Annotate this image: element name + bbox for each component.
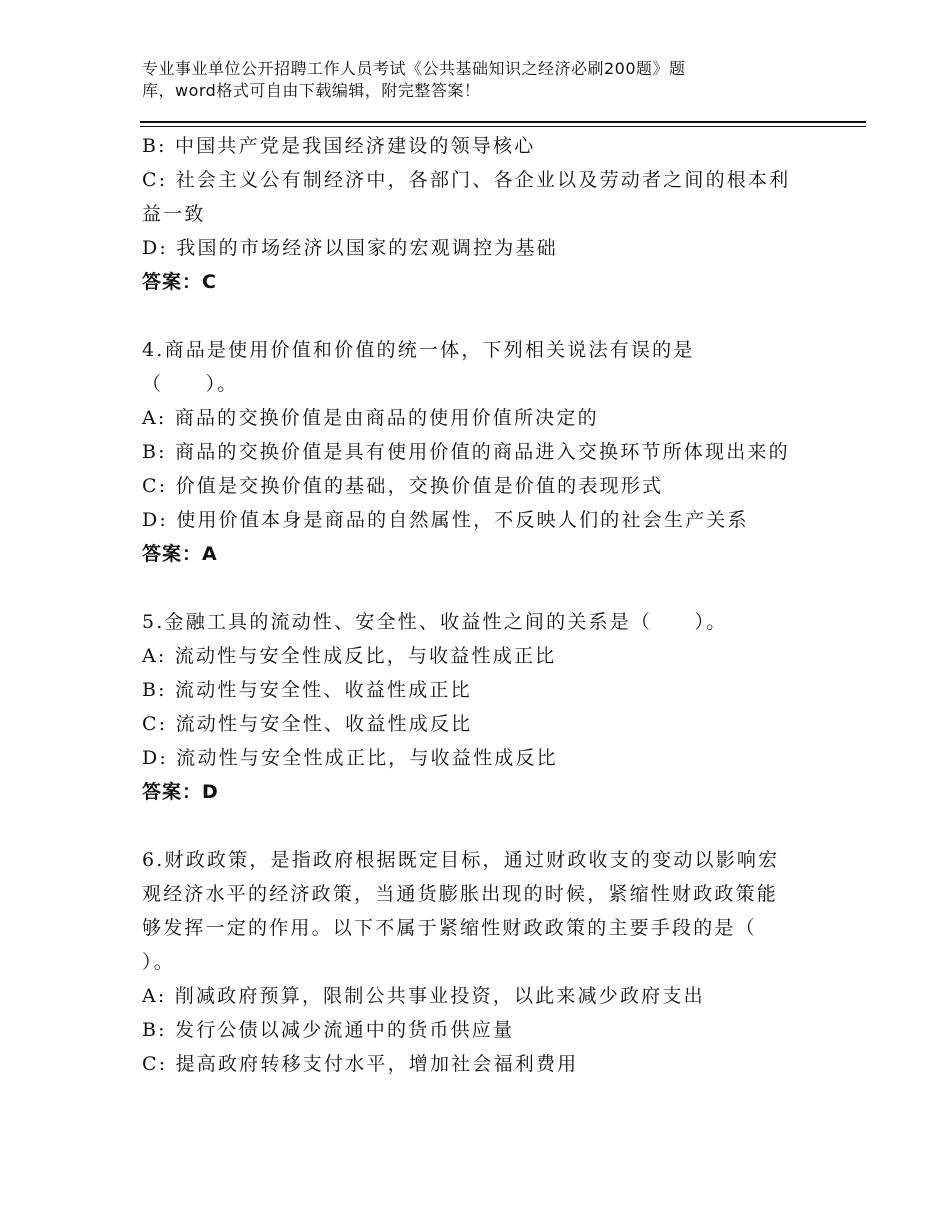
spacer	[142, 571, 822, 605]
option-b: B: 中国共产党是我国经济建设的领导核心	[142, 135, 536, 157]
document-header	[142, 58, 862, 102]
option-d: D: 流动性与安全性成正比，与收益性成反比	[142, 747, 558, 769]
option-c: C: 社会主义公有制经济中，各部门、各企业以及劳动者之间的根本利	[142, 169, 791, 191]
option-a: A: 流动性与安全性成反比，与收益性成正比	[142, 645, 557, 667]
option-b: B: 发行公债以减少流通中的货币供应量	[142, 1019, 515, 1041]
option-a: A: 削减政府预算，限制公共事业投资，以此来减少政府支出	[142, 985, 705, 1007]
question-stem: 4.商品是使用价值和价值的统一体，下列相关说法有误的是	[142, 339, 695, 361]
header-line-1: 专业事业单位公开招聘工作人员考试《公共基础知识之经济必刷200题》题	[142, 59, 686, 78]
header-rule-thin	[140, 126, 866, 127]
option-c: C: 价值是交换价值的基础，交换价值是价值的表现形式	[142, 475, 664, 497]
question-5	[142, 605, 822, 809]
option-c: C: 流动性与安全性、收益性成反比	[142, 713, 473, 735]
question-stem-continued: ）。	[142, 951, 175, 973]
spacer	[142, 809, 822, 843]
question-6	[142, 843, 822, 1081]
header-line-2: 库，word格式可自由下载编辑，附完整答案！	[142, 81, 481, 100]
question-3	[142, 129, 822, 299]
option-c: C: 提高政府转移支付水平，增加社会福利费用	[142, 1053, 579, 1075]
answer: 答案：C	[142, 271, 217, 293]
question-stem-continued: 观经济水平的经济政策，当通货膨胀出现的时候，紧缩性财政政策能	[142, 883, 779, 905]
spacer	[142, 299, 822, 333]
option-d: D: 我国的市场经济以国家的宏观调控为基础	[142, 237, 558, 259]
header-rule-thick	[140, 121, 866, 123]
question-list	[142, 129, 822, 1081]
question-4	[142, 333, 822, 571]
question-stem: 6.财政政策，是指政府根据既定目标，通过财政收支的变动以影响宏	[142, 849, 780, 871]
option-b: B: 商品的交换价值是具有使用价值的商品进入交换环节所体现出来的	[142, 441, 790, 463]
answer: 答案：D	[142, 781, 219, 803]
option-a: A: 商品的交换价值是由商品的使用价值所决定的	[142, 407, 599, 429]
option-b: B: 流动性与安全性、收益性成正比	[142, 679, 472, 701]
question-stem-continued: 够发挥一定的作用。以下不属于紧缩性财政政策的主要手段的是（	[142, 917, 757, 939]
option-d: D: 使用价值本身是商品的自然属性，不反映人们的社会生产关系	[142, 509, 749, 531]
question-stem: 5.金融工具的流动性、安全性、收益性之间的关系是（ ）。	[142, 611, 728, 633]
answer: 答案：A	[142, 543, 218, 565]
option-c-continued: 益一致	[142, 203, 206, 225]
question-stem-continued: （ ）。	[142, 373, 239, 395]
